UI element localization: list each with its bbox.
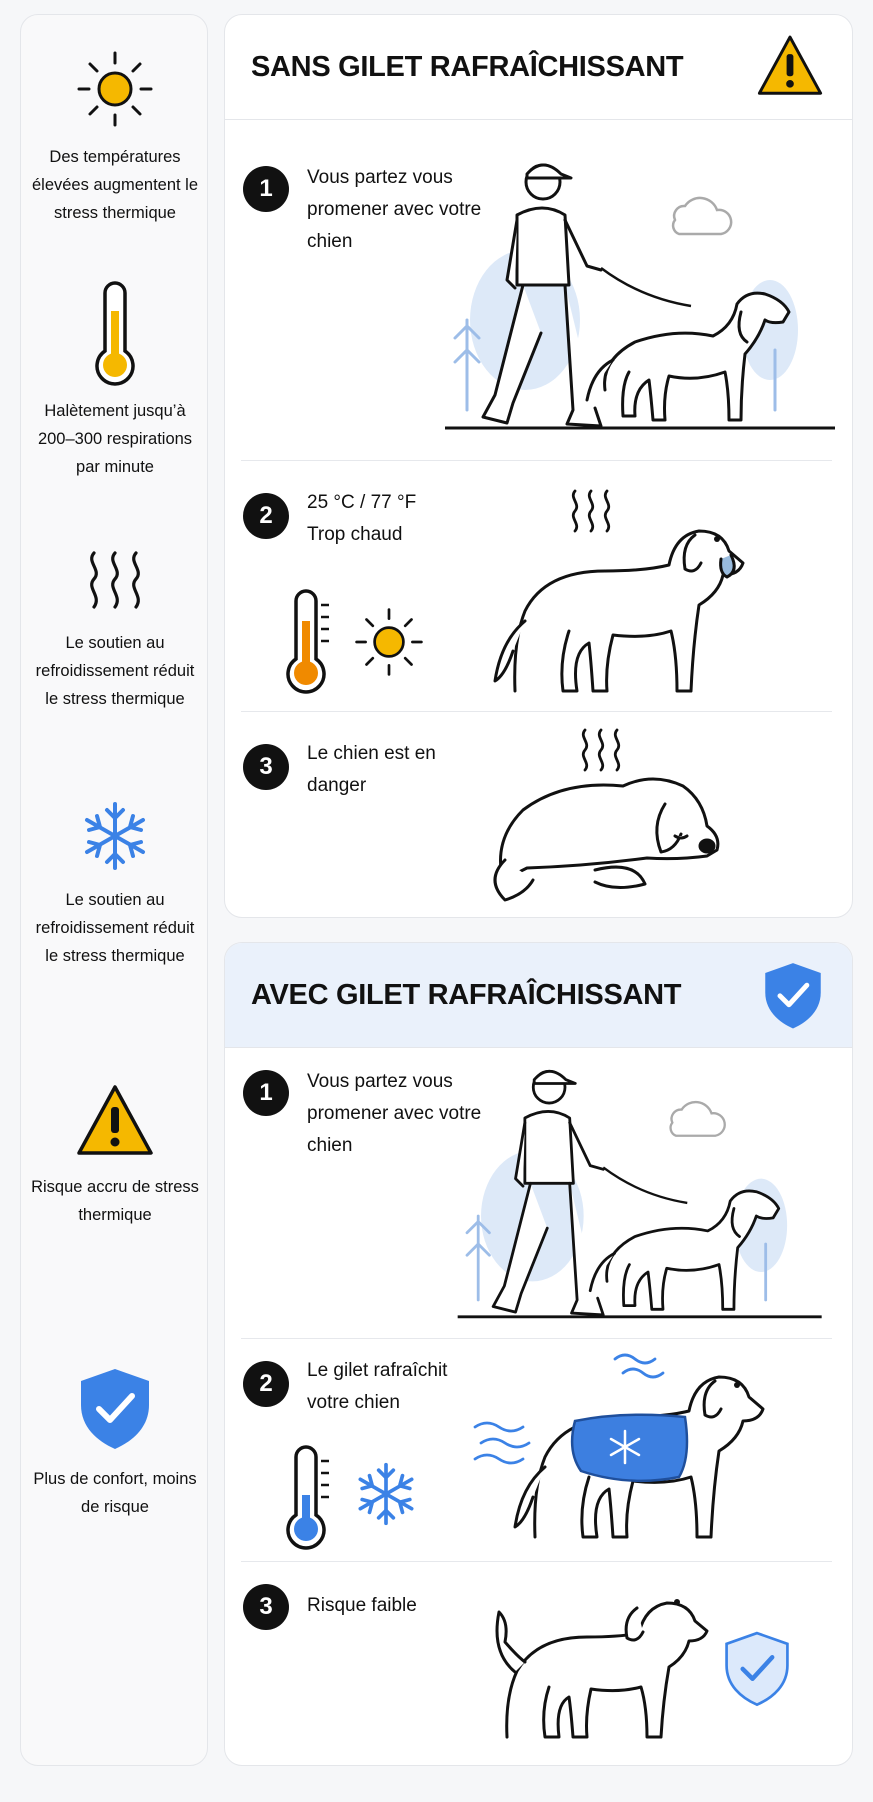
sidebar-item-cooling-2 — [21, 800, 209, 970]
sidebar-text: Halètement jusqu’à 200–300 respirations par minute — [37, 402, 193, 476]
step-text: Le gilet rafraîchit votre chien — [307, 1360, 448, 1413]
sun-icon — [75, 49, 155, 129]
thermometer-icon — [90, 283, 140, 383]
sidebar — [20, 14, 208, 1766]
step-2 — [225, 1339, 853, 1561]
heat-waves-icon — [573, 491, 608, 531]
sidebar-text: Risque accru de stress thermique — [31, 1178, 199, 1224]
lying-dog-illustration — [485, 730, 725, 900]
without-vest-panel — [224, 14, 853, 918]
shield-check-icon — [723, 1628, 791, 1708]
snowflake-icon — [353, 1461, 419, 1527]
step-number: 3 — [243, 744, 289, 790]
step-3 — [225, 712, 853, 917]
sidebar-text: Des températures élevées augmentent le stress thermique — [31, 148, 199, 222]
step-number: 1 — [243, 166, 289, 212]
walking-illustration — [425, 140, 845, 440]
sidebar-text: Le soutien au refroidissement réduit le stress thermique — [35, 891, 195, 965]
panel-title: SANS GILET RAFRAÎCHISSANT — [251, 50, 684, 83]
heat-waves-icon — [583, 730, 618, 770]
sidebar-item-comfort — [21, 1365, 209, 1521]
cloud-icon — [673, 198, 731, 234]
step-text: 25 °C / 77 °F Trop chaud — [307, 492, 417, 545]
sidebar-text: Plus de confort, moins de risque — [33, 1470, 197, 1516]
step-number: 3 — [243, 1584, 289, 1630]
step-1 — [225, 1048, 853, 1338]
dog-icon — [497, 1603, 707, 1737]
cloud-icon — [671, 1102, 725, 1136]
shield-check-icon — [77, 1365, 153, 1451]
step-text: Risque faible — [307, 1595, 417, 1616]
step-text: Vous partez vous promener avec votre chien — [307, 167, 482, 252]
without-vest-header — [225, 15, 852, 120]
step-2 — [225, 461, 853, 711]
warning-icon — [75, 1083, 155, 1159]
step-3 — [225, 1562, 853, 1762]
panting-dog-illustration — [495, 491, 745, 701]
step-1 — [225, 120, 853, 460]
with-vest-panel — [224, 942, 853, 1766]
dog-icon — [495, 779, 718, 900]
step-number: 1 — [243, 1070, 289, 1116]
cooling-vest — [572, 1415, 687, 1481]
sidebar-item-cooling — [21, 545, 209, 713]
heat-waves-icon — [80, 545, 150, 615]
warning-icon — [756, 33, 824, 99]
happy-dog-illustration — [487, 1572, 707, 1742]
dog-icon — [495, 531, 743, 691]
walking-illustration — [425, 1048, 845, 1328]
sidebar-text: Le soutien au refroidissement réduit le stress thermique — [35, 634, 195, 708]
step-number: 2 — [243, 493, 289, 539]
sidebar-item-panting — [21, 283, 209, 481]
step-text: Vous partez vous promener avec votre chien — [307, 1071, 482, 1156]
vest-dog-illustration — [475, 1347, 755, 1547]
step-text: Le chien est en danger — [307, 743, 436, 796]
thermometer-hot-icon — [281, 591, 331, 691]
sidebar-item-risk — [21, 1083, 209, 1229]
sidebar-item-temperature — [21, 49, 209, 227]
snowflake-icon — [79, 800, 151, 872]
step-number: 2 — [243, 1361, 289, 1407]
panel-title: AVEC GILET RAFRAÎCHISSANT — [251, 978, 682, 1011]
thermometer-cool-icon — [281, 1447, 331, 1547]
with-vest-header — [225, 943, 852, 1048]
shield-check-icon — [762, 959, 824, 1031]
sun-icon — [353, 606, 425, 678]
